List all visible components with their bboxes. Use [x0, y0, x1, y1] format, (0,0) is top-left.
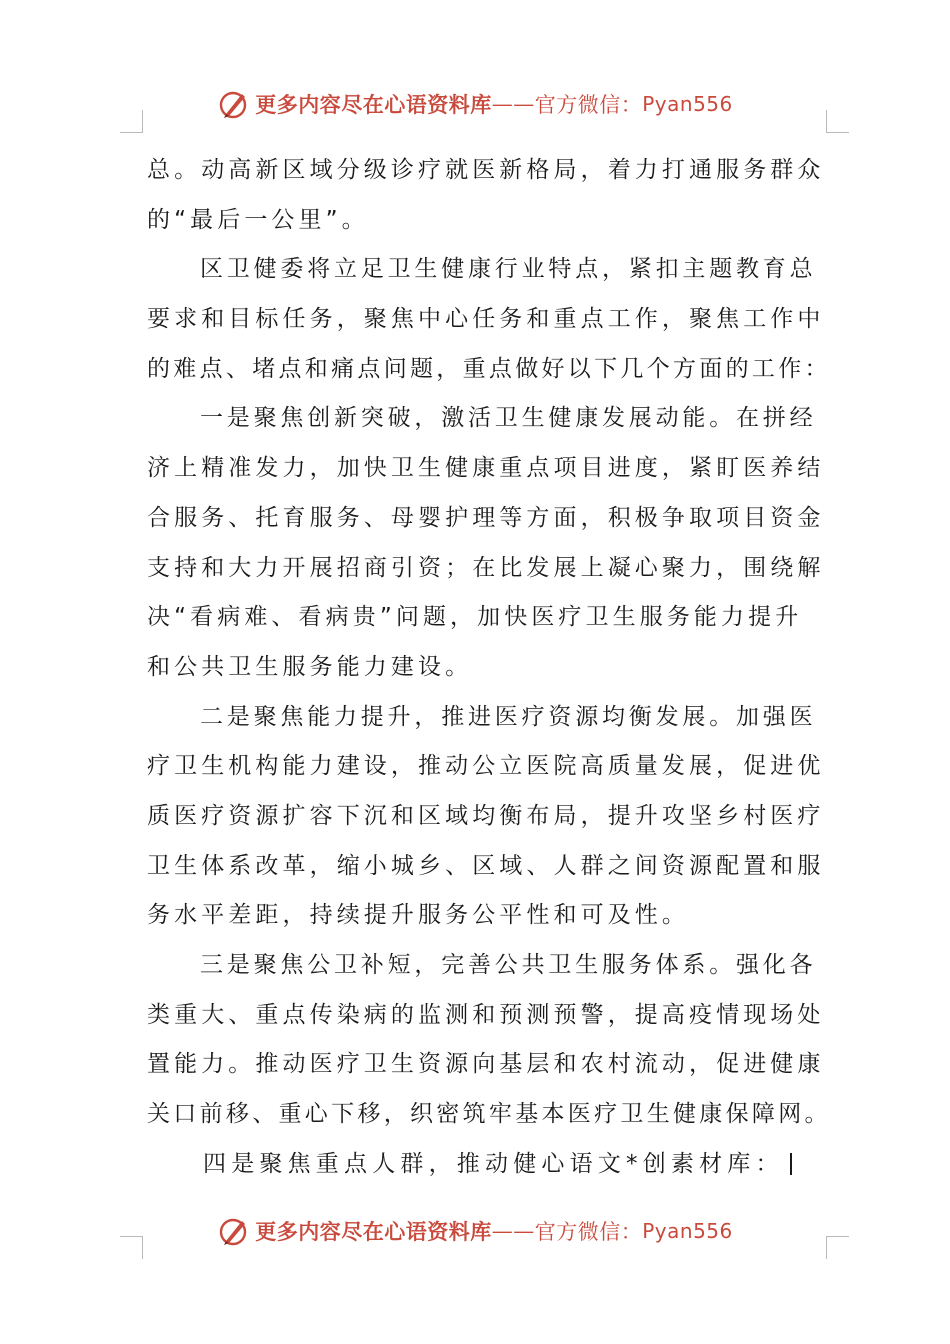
- text-line: 质医疗资源扩容下沉和区域均衡布局，提升攻坚乡村医疗: [147, 802, 825, 829]
- header-brand-text: 更多内容尽在心语资料库: [255, 92, 492, 117]
- text-line: 济上精准发力，加快卫生健康重点项目进度，紧盯医养结: [147, 455, 825, 482]
- text-line: 务水平差距，持续提升服务公平性和可及性。: [147, 902, 689, 929]
- text-line: 卫生体系改革，缩小城乡、区域、人群之间资源配置和服: [147, 852, 825, 879]
- header-dash: ——: [491, 92, 535, 116]
- header-wechat-label: 官方微信：: [534, 93, 643, 117]
- footer-banner: [0, 1211, 950, 1251]
- text-line: 和公共卫生服务能力建设。: [147, 653, 473, 680]
- pen-logo-icon: [217, 88, 249, 120]
- text-line: 的“最后一公里”。: [147, 206, 369, 233]
- header-banner: [0, 84, 950, 124]
- text-line: 置能力。推动医疗卫生资源向基层和农村流动，促进健康: [147, 1051, 825, 1078]
- footer-brand-text: 更多内容尽在心语资料库: [255, 1219, 492, 1244]
- text-line-last-content: 四是聚焦重点人群，推动健心语文*创素材库：: [203, 1150, 784, 1177]
- pen-logo-icon: [217, 1215, 249, 1247]
- text-line: 要求和目标任务，聚焦中心任务和重点工作，聚焦工作中: [147, 306, 825, 333]
- text-line: 区卫健委将立足卫生健康行业特点，紧扣主题教育总: [200, 256, 817, 283]
- text-line: 支持和大力开展招商引资；在比发展上凝心聚力，围绕解: [147, 554, 825, 581]
- text-line: 一是聚焦创新突破，激活卫生健康发展动能。在拼经: [200, 405, 817, 432]
- text-line: 总。动高新区域分级诊疗就医新格局，着力打通服务群众: [147, 157, 825, 183]
- footer-wechat-id: Pyan556: [642, 1219, 733, 1243]
- text-line: 疗卫生机构能力建设，推动公立医院高质量发展，促进优: [147, 753, 825, 780]
- footer-wechat-label: 官方微信：: [534, 1220, 643, 1244]
- text-line: 合服务、托育服务、母婴护理等方面，积极争取项目资金: [147, 504, 825, 531]
- text-line: 二是聚焦能力提升，推进医疗资源均衡发展。加强医: [200, 703, 817, 730]
- text-line-last: [147, 1140, 807, 1190]
- text-line: 关口前移、重心下移，织密筑牢基本医疗卫生健康保障网。: [147, 1101, 831, 1128]
- text-line: 的难点、堵点和痛点问题，重点做好以下几个方面的工作：: [147, 355, 831, 382]
- header-wechat-id: Pyan556: [642, 92, 733, 116]
- text-line: 决“看病难、看病贵”问题，加快医疗卫生服务能力提升: [147, 604, 803, 631]
- text-line: 类重大、重点传染病的监测和预测预警，提高疫情现场处: [147, 1001, 825, 1028]
- text-cursor: [790, 1153, 792, 1175]
- text-line: 三是聚焦公卫补短，完善公共卫生服务体系。强化各: [200, 952, 817, 978]
- document-body: [147, 146, 831, 1189]
- footer-dash: ——: [491, 1219, 535, 1243]
